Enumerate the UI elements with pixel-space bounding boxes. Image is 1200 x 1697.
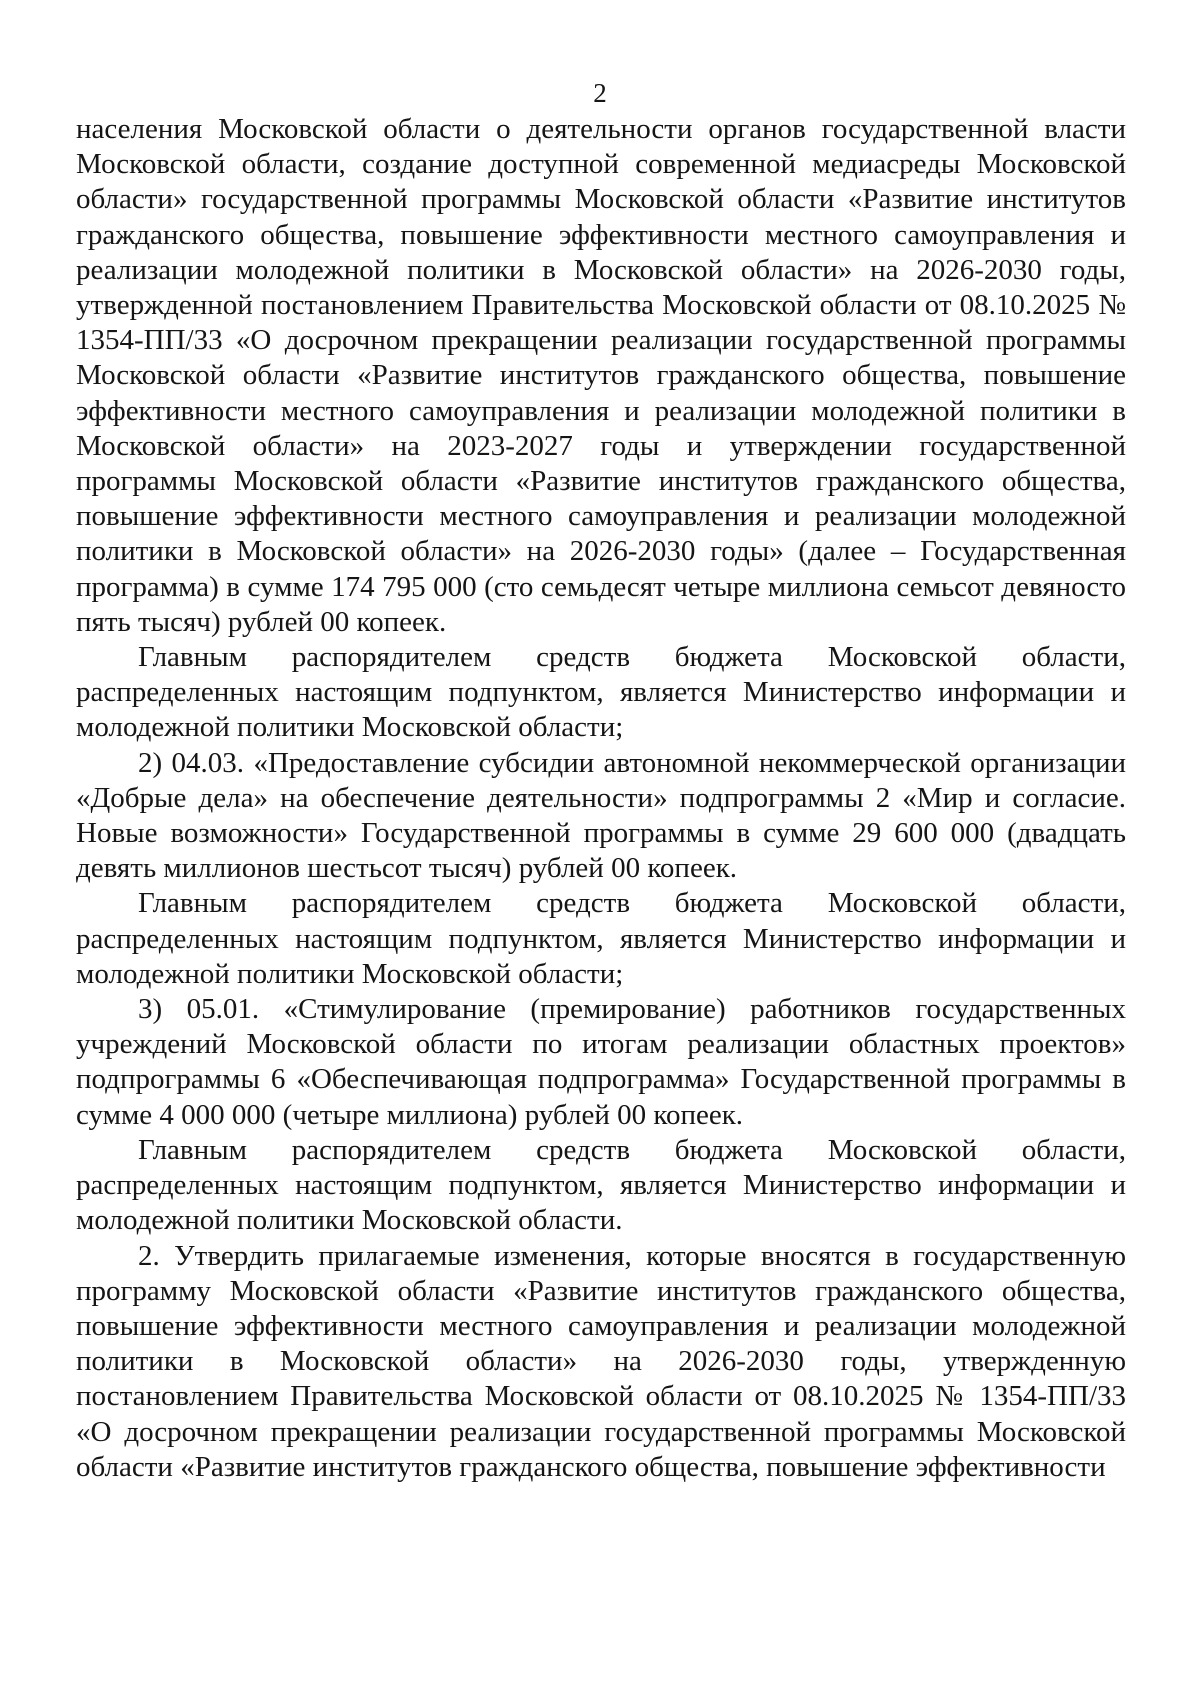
paragraph-item-3: 3) 05.01. «Стимулирование (премирование) работников государственных учреждений Московской области по итогам реализации областных проектов» подпрограммы 6 «Обеспечивающая подпрограмма» Государственной программы в сумме 4 000 000 (четыре миллиона) рублей 00 копеек. <box>76 993 1126 1131</box>
document-body <box>76 112 1126 1485</box>
paragraph-item-2: 2) 04.03. «Предоставление субсидии автономной некоммерческой организации «Добрые дела» на обеспечение деятельности» подпрограммы 2 «Мир и согласие. Новые возможности» Государственной программы в сумме 29 600 000 (двадцать девять миллионов шестьсот тысяч) рублей 00 копеек. <box>76 746 1126 885</box>
page-number: 2 <box>593 78 607 108</box>
paragraph-continuation: населения Московской области о деятельности органов государственной власти Московской области, создание доступной современной медиасреды Московской области» государственной программы Московской области «Развитие институтов гражданского общества, повышение эффективности местного самоуправления и реализации молодежной политики в Московской области» на 2026-2030 годы, утвержденной постановлением Правительства Московской области от 08.10.2025 № 1354-ПП/33 «О досрочном прекращении реализации государственной программы Московской области «Развитие институтов гражданского общества, повышение эффективности местного самоуправления и реализации молодежной политики в Московской области» на 2023-2027 годы и утверждении государственной программы Московской области «Развитие институтов гражданского общества, повышение эффективности местного самоуправления и реализации молодежной политики в Московской области» на 2026-2030 годы» (далее – Государственная программа) в сумме 174 795 000 (сто семьдесят четыре миллиона семьсот девяносто пять тысяч) рублей 00 копеек. <box>76 113 1126 638</box>
paragraph-main-administrator-1: Главным распорядителем средств бюджета Московской области, распределенных настоящим подпунктом, является Министерство информации и молодежной политики Московской области; <box>76 641 1126 744</box>
paragraph-main-administrator-3: Главным распорядителем средств бюджета Московской области, распределенных настоящим подпунктом, является Министерство информации и молодежной политики Московской области. <box>76 1133 1126 1237</box>
paragraph-main-administrator-2: Главным распорядителем средств бюджета Московской области, распределенных настоящим подпунктом, является Министерство информации и молодежной политики Московской области; <box>76 887 1126 990</box>
paragraph-section-2: 2. Утвердить прилагаемые изменения, которые вносятся в государственную программу Московской области «Развитие институтов гражданского общества, повышение эффективности местного самоуправления и реализации молодежной политики в Московской области» на 2026-2030 годы, утвержденную постановлением Правительства Московской области от 08.10.2025 № 1354-ПП/33 «О досрочном прекращении реализации государственной программы Московской области «Развитие институтов гражданского общества, повышение эффективности <box>76 1239 1126 1483</box>
